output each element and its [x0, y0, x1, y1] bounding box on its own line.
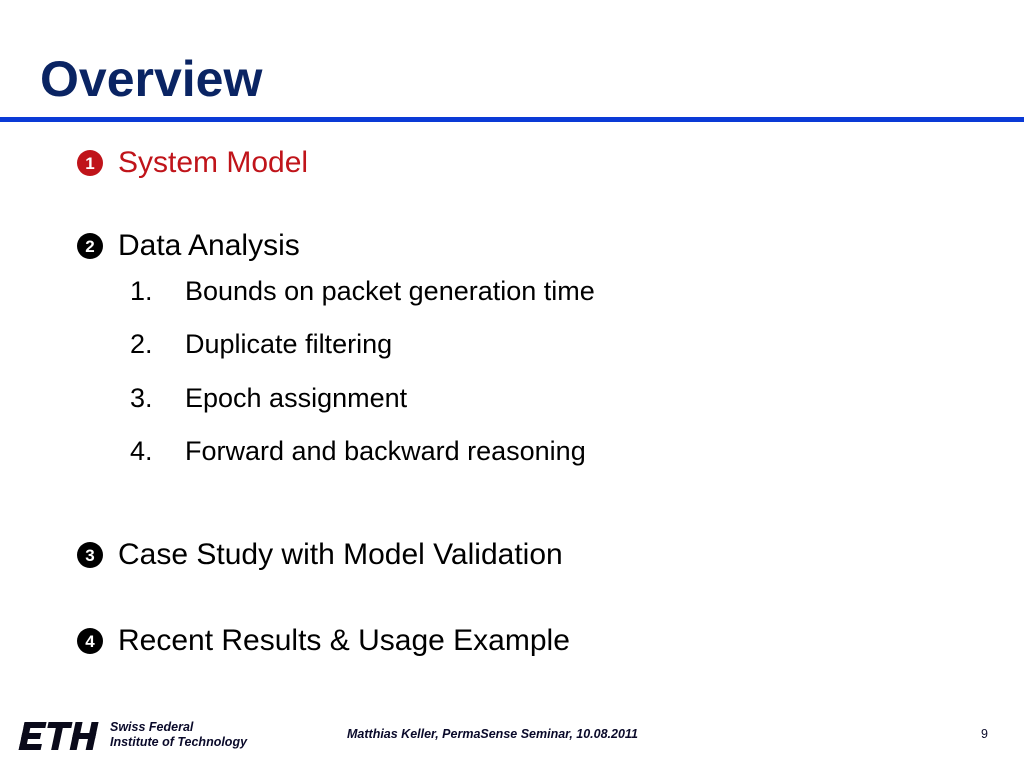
section-number-icon: 4: [72, 623, 108, 659]
section-number-icon: 3: [72, 537, 108, 573]
section-recent-results: [72, 623, 570, 659]
list-item: [130, 276, 595, 329]
presenter-info: Matthias Keller, PermaSense Seminar, 10.08.2011: [347, 727, 638, 741]
list-item: [130, 383, 595, 436]
section-label: System Model: [118, 146, 309, 179]
list-item-number: 1.: [130, 276, 153, 306]
eth-logo: [18, 720, 102, 752]
list-item: [130, 329, 595, 382]
section-label: Data Analysis: [118, 229, 300, 262]
list-item-label: Duplicate filtering: [185, 329, 393, 360]
slide-title: Overview: [40, 51, 263, 107]
section-label: Recent Results & Usage Example: [118, 624, 570, 657]
section-system-model: [72, 145, 308, 181]
list-item: [130, 436, 595, 489]
list-item-number: 3.: [130, 382, 153, 413]
list-item-number: 4.: [130, 435, 153, 466]
title-divider: [0, 117, 1024, 122]
section-data-analysis: [72, 228, 300, 264]
list-item-label: Epoch assignment: [185, 382, 408, 413]
section-number-icon: 2: [72, 228, 108, 264]
section-label: Case Study with Model Validation: [118, 538, 563, 571]
institution-name: Swiss Federal Institute of Technology: [110, 720, 248, 749]
section-case-study: [72, 537, 563, 573]
list-item-label: Forward and backward reasoning: [185, 435, 586, 466]
section-number-icon: 1: [72, 145, 108, 181]
page-number: 9: [981, 727, 988, 741]
list-item-number: 2.: [130, 329, 153, 360]
data-analysis-sublist: [130, 276, 595, 489]
list-item-label: Bounds on packet generation time: [185, 276, 595, 306]
